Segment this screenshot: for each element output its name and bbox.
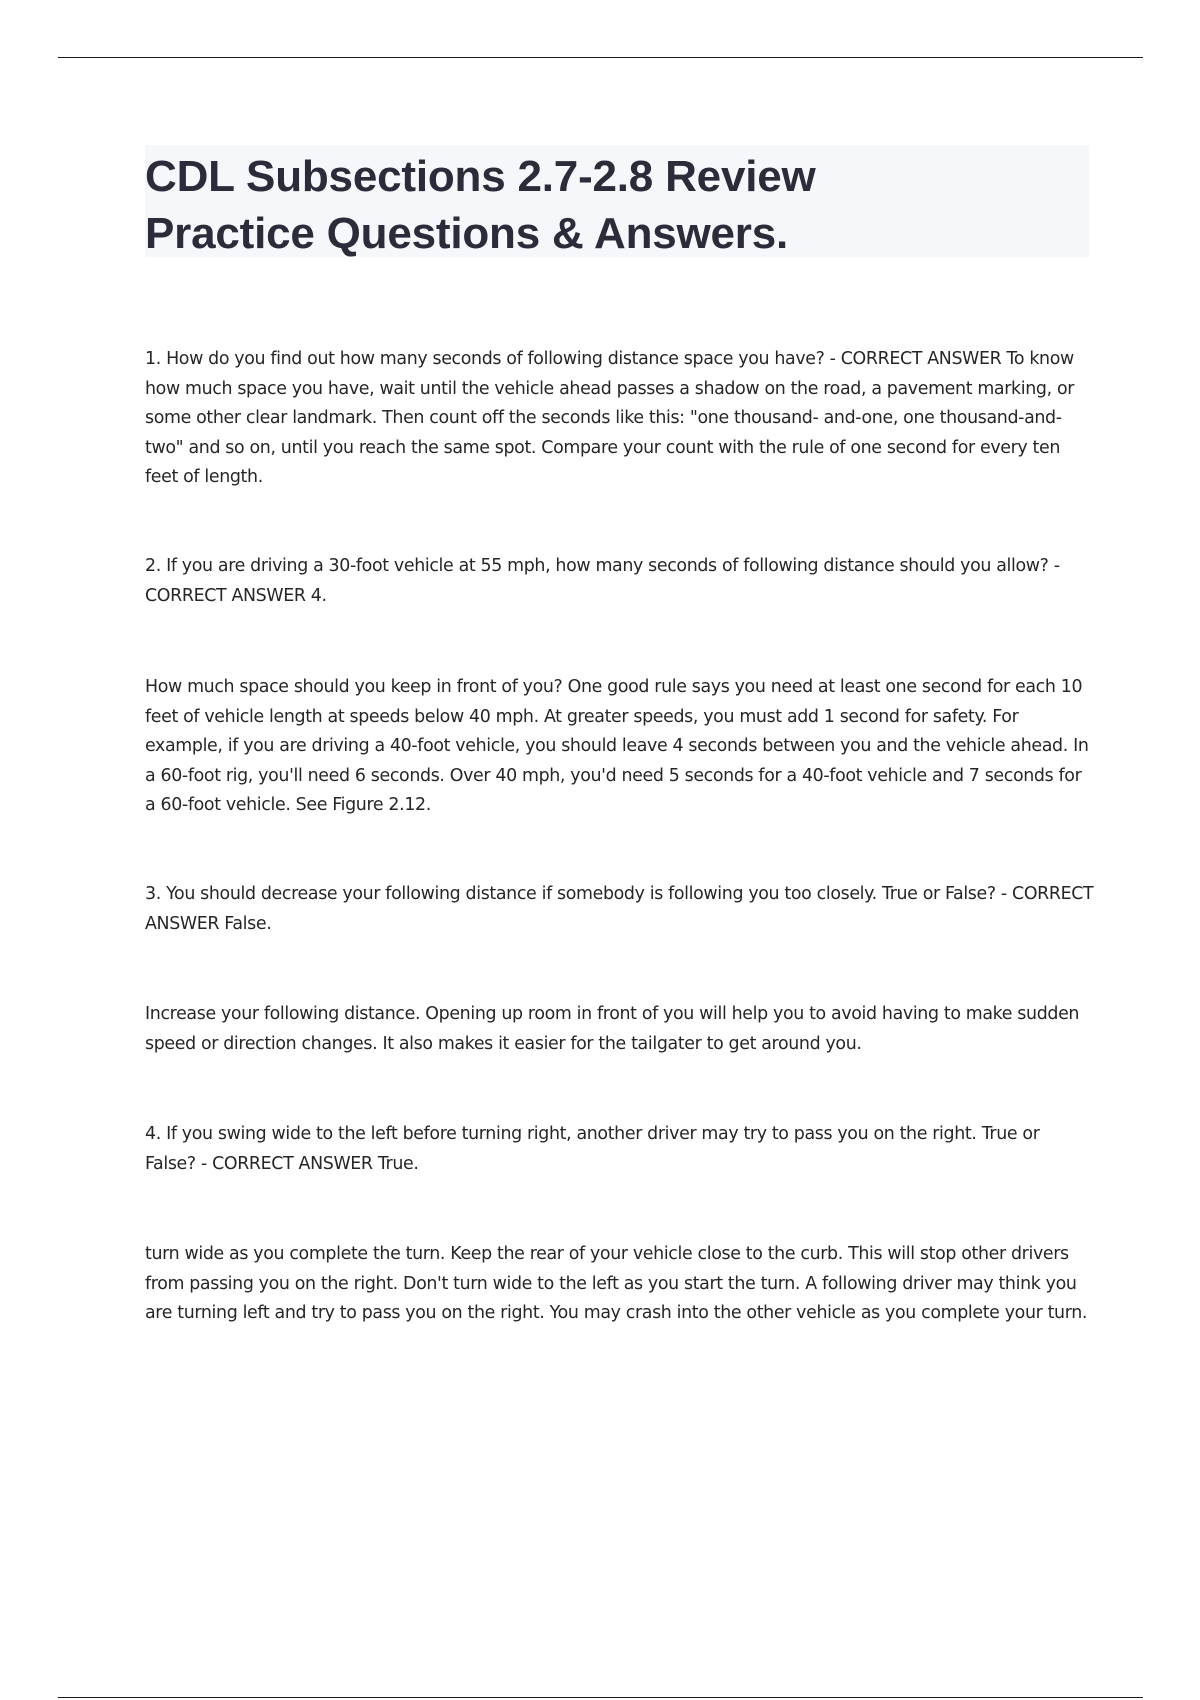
page-title-line-2: Practice Questions & Answers. — [145, 209, 789, 258]
question-3-explanation: Increase your following distance. Opening up room in front of you will help you to avoid having to make sudden speed or direction changes. It also makes it easier for the tailgater to get around you. — [145, 1004, 1080, 1054]
page-title — [145, 145, 1089, 262]
question-4: 4. If you swing wide to the left before turning right, another driver may try to pass you on the right. True or False? - CORRECT ANSWER True. — [145, 1124, 1040, 1174]
bottom-divider — [58, 1697, 1143, 1698]
question-2-explanation: How much space should you keep in front of you? One good rule says you need at least one second for each 10 feet of vehicle length at speeds below 40 mph. At greater speeds, you must add 1 second for safety. For example, if you are driving a 40-foot vehicle, you should leave 4 seconds between you and the vehicle ahead. In a 60-foot rig, you'll need 6 seconds. Over 40 mph, you'd need 5 seconds for a 40-foot vehicle and 7 seconds for a 60-foot vehicle. See Figure 2.12. — [145, 677, 1089, 815]
title-banner — [145, 145, 1089, 257]
question-2: 2. If you are driving a 30-foot vehicle at 55 mph, how many seconds of following distance should you allow? - CORRECT ANSWER 4. — [145, 556, 1060, 606]
question-4-explanation: turn wide as you complete the turn. Keep the rear of your vehicle close to the curb. This will stop other drivers from passing you on the right. Don't turn wide to the left as you start the turn. A following driver may think you are turning left and try to pass you on the right. You may crash into the other vehicle as you complete your turn. — [145, 1244, 1088, 1323]
page-title-line-1: CDL Subsections 2.7-2.8 Review — [145, 152, 816, 201]
question-1: 1. How do you find out how many seconds of following distance space you have? - CORRECT ANSWER To know how much space you have, wait until the vehicle ahead passes a shadow on the road, a pavement marking, or some other clear landmark. Then count off the seconds like this: "one thousand- and-one, one thousand-and-two" and so on, until you reach the same spot. Compare your count with the rule of one second for every ten feet of length. — [145, 349, 1075, 487]
top-divider — [58, 57, 1143, 58]
question-3: 3. You should decrease your following distance if somebody is following you too closely. True or False? - CORRECT ANSWER False. — [145, 884, 1094, 934]
